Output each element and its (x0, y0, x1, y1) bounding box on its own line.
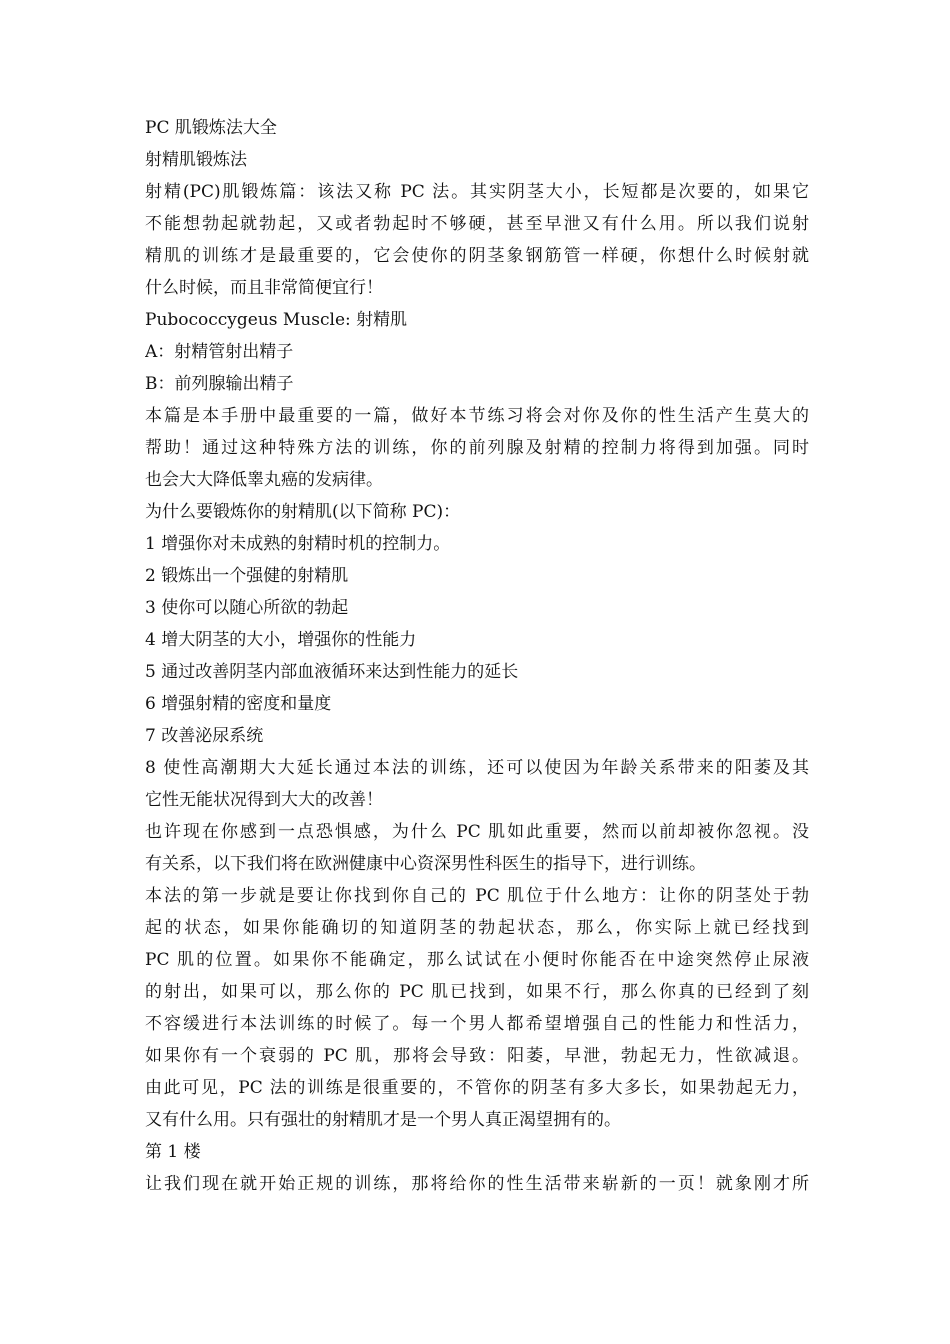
text-line: 8 使性高潮期大大延长通过本法的训练，还可以使因为年龄关系带来的阳萎及其 (145, 758, 809, 778)
text-line: 有关系，以下我们将在欧洲健康中心资深男性科医生的指导下，进行训练。 (145, 854, 706, 874)
text-line: 不能想勃起就勃起，又或者勃起时不够硬，甚至早泄又有什么用。所以我们说射 (145, 214, 809, 234)
text-line: 由此可见，PC 法的训练是很重要的，不管你的阴茎有多大多长，如果勃起无力， (145, 1078, 809, 1098)
text-line: 本篇是本手册中最重要的一篇，做好本节练习将会对你及你的性生活产生莫大的 (145, 406, 809, 426)
text-line: A：射精管射出精子 (145, 342, 294, 362)
text-line: 的射出，如果可以，那么你的 PC 肌已找到，如果不行，那么你真的已经到了刻 (145, 982, 809, 1002)
text-line: 7 改善泌尿系统 (145, 726, 264, 746)
text-line: 它性无能状况得到大大的改善！ (145, 790, 383, 810)
text-line: 射精肌锻炼法 (145, 150, 247, 170)
text-line: 什么时候，而且非常简便宜行！ (145, 278, 383, 298)
text-line: PC 肌锻炼法大全 (145, 118, 277, 138)
text-line: 起的状态，如果你能确切的知道阴茎的勃起状态，那么，你实际上就已经找到 (145, 918, 809, 938)
document-page (145, 112, 809, 1200)
text-line: 也会大大降低睾丸癌的发病律。 (145, 470, 383, 490)
text-line: 本法的第一步就是要让你找到你自己的 PC 肌位于什么地方：让你的阴茎处于勃 (145, 886, 809, 906)
text-line: 1 增强你对未成熟的射精时机的控制力。 (145, 534, 451, 554)
text-line: 为什么要锻炼你的射精肌(以下简称 PC)： (145, 502, 461, 522)
text-line: 3 使你可以随心所欲的勃起 (145, 598, 349, 618)
text-line: 射精(PC)肌锻炼篇：该法又称 PC 法。其实阴茎大小，长短都是次要的，如果它 (145, 182, 809, 202)
text-line: 不容缓进行本法训练的时候了。每一个男人都希望增强自己的性能力和性活力， (145, 1014, 809, 1034)
text-line: 又有什么用。只有强壮的射精肌才是一个男人真正渴望拥有的。 (145, 1110, 621, 1130)
text-line: 精肌的训练才是最重要的，它会使你的阴茎象钢筋管一样硬，你想什么时候射就 (145, 246, 809, 266)
text-line: 让我们现在就开始正规的训练，那将给你的性生活带来崭新的一页！就象刚才所 (145, 1174, 809, 1194)
text-line: PC 肌的位置。如果你不能确定，那么试试在小便时你能否在中途突然停止尿液 (145, 950, 809, 970)
text-line: Pubococcygeus Muscle: 射精肌 (145, 310, 408, 330)
text-line: 也许现在你感到一点恐惧感，为什么 PC 肌如此重要，然而以前却被你忽视。没 (145, 822, 809, 842)
text-line: 帮助！通过这种特殊方法的训练，你的前列腺及射精的控制力将得到加强。同时 (145, 438, 809, 458)
text-line: 2 锻炼出一个强健的射精肌 (145, 566, 349, 586)
text-line: B：前列腺输出精子 (145, 374, 294, 394)
text-line: 4 增大阴茎的大小，增强你的性能力 (145, 630, 417, 650)
text-line: 6 增强射精的密度和量度 (145, 694, 332, 714)
text-line: 第 1 楼 (145, 1142, 201, 1162)
text-line: 5 通过改善阴茎内部血液循环来达到性能力的延长 (145, 662, 519, 682)
text-line: 如果你有一个衰弱的 PC 肌，那将会导致：阳萎，早泄，勃起无力，性欲减退。 (145, 1046, 809, 1066)
